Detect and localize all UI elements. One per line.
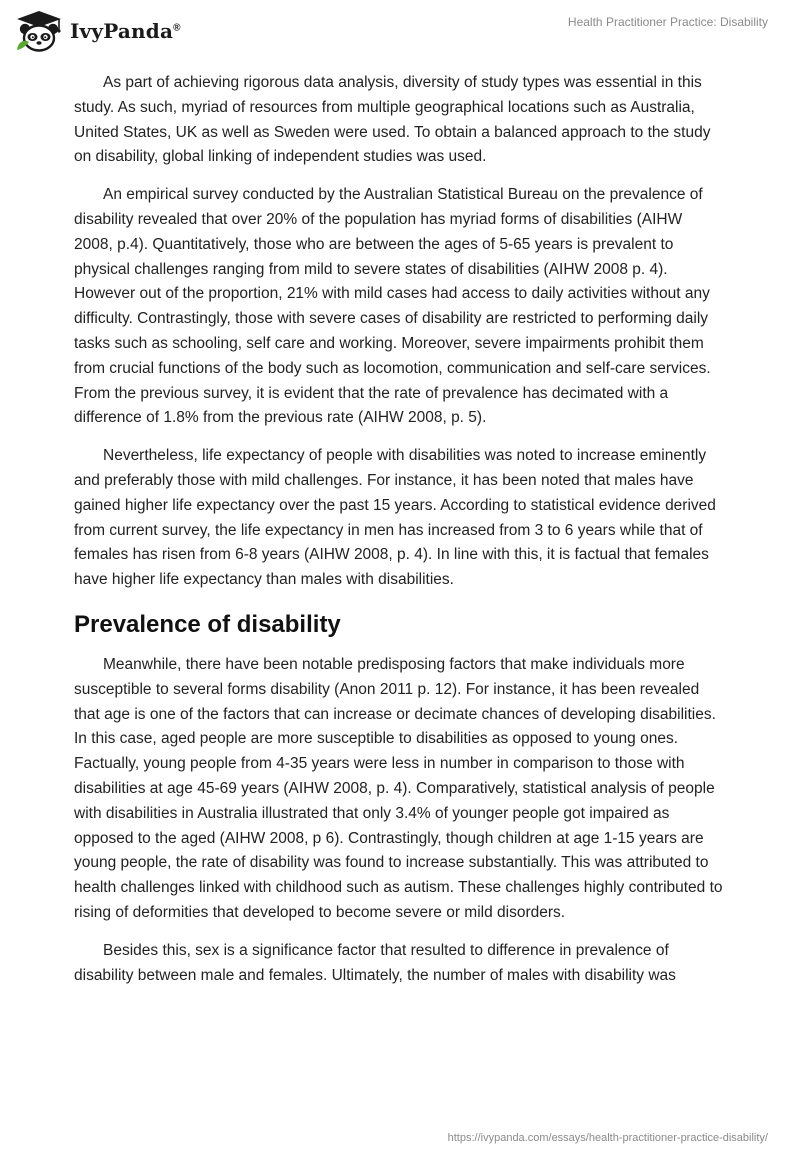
brand-logo[interactable] <box>14 10 181 52</box>
page-header <box>0 0 800 60</box>
registered-mark: ® <box>173 22 181 34</box>
section-heading: Prevalence of disability <box>74 610 341 638</box>
brand-name <box>70 19 181 43</box>
paragraph: Nevertheless, life expectancy of people with disabilities was noted to increase eminently and preferably those with mild challenges. For instance, it has been noted that males have gained higher life expectancy over the past 15 years. According to statistical evidence derived from current survey, the life expectancy in men has increased from 3 to 6 years while that of females has risen from 6-8 years (AIHW 2008, p. 4). In line with this, it is factual that females have higher life expectancy than males with disabilities. <box>74 447 716 589</box>
paragraph: As part of achieving rigorous data analysis, diversity of study types was essential in this study. As such, myriad of resources from multiple geographical locations such as Australia, United States, UK as well as Sweden were used. To obtain a balanced approach to the study on disability, global linking of independent studies was used. <box>74 74 711 166</box>
brand-name-text: IvyPanda <box>70 19 174 43</box>
paragraph: Besides this, sex is a significance factor that resulted to difference in prevalence of disability between male and females. Ultimately, the number of males with disability was <box>74 941 676 984</box>
document-title: Health Practitioner Practice: Disability <box>567 15 768 29</box>
article-body <box>74 71 724 1001</box>
source-url[interactable]: https://ivypanda.com/essays/health-practitioner-practice-disability/ <box>447 1132 768 1144</box>
paragraph: An empirical survey conducted by the Australian Statistical Bureau on the prevalence of disability revealed that over 20% of the population has myriad forms of disabilities (AIHW 2008, p.4). Quantitatively, those who are between the ages of 5-65 years is prevalent to physical challenges ranging from mild to severe states of disabilities (AIHW 2008 p. 4). However out of the proportion, 21% with mild cases had access to daily activities without any difficulty. Contrastingly, those with severe cases of disability are restricted to performing daily tasks such as schooling, self care and working. Moreover, severe impairments prohibit them from crucial functions of the body such as locomotion, communication and self-care services. From the previous survey, it is evident that the rate of prevalence has decimated with a difference of 1.8% from the previous rate (AIHW 2008, p. 5). <box>74 186 711 427</box>
paragraph: Meanwhile, there have been notable predisposing factors that make individuals more susceptible to several forms disability (Anon 2011 p. 12). For instance, it has been revealed that age is one of the factors that can increase or decimate chances of developing disabilities. In this case, aged people are more susceptible to disabilities as opposed to young ones. Factually, young people from 4-35 years were less in number in comparison to those with disabilities at age 45-69 years (AIHW 2008, p. 4). Comparatively, statistical analysis of people with disabilities in Australia illustrated that only 3.4% of younger people got impaired as opposed to the aged (AIHW 2008, p 6). Contrastingly, though children at age 1-15 years are young people, the rate of disability was found to increase substantially. This was attributed to health challenges linked with childhood such as autism. These challenges highly contributed to rising of deformities that developed to become severe or mild disorders. <box>74 655 723 921</box>
panda-graduate-icon <box>14 10 64 52</box>
